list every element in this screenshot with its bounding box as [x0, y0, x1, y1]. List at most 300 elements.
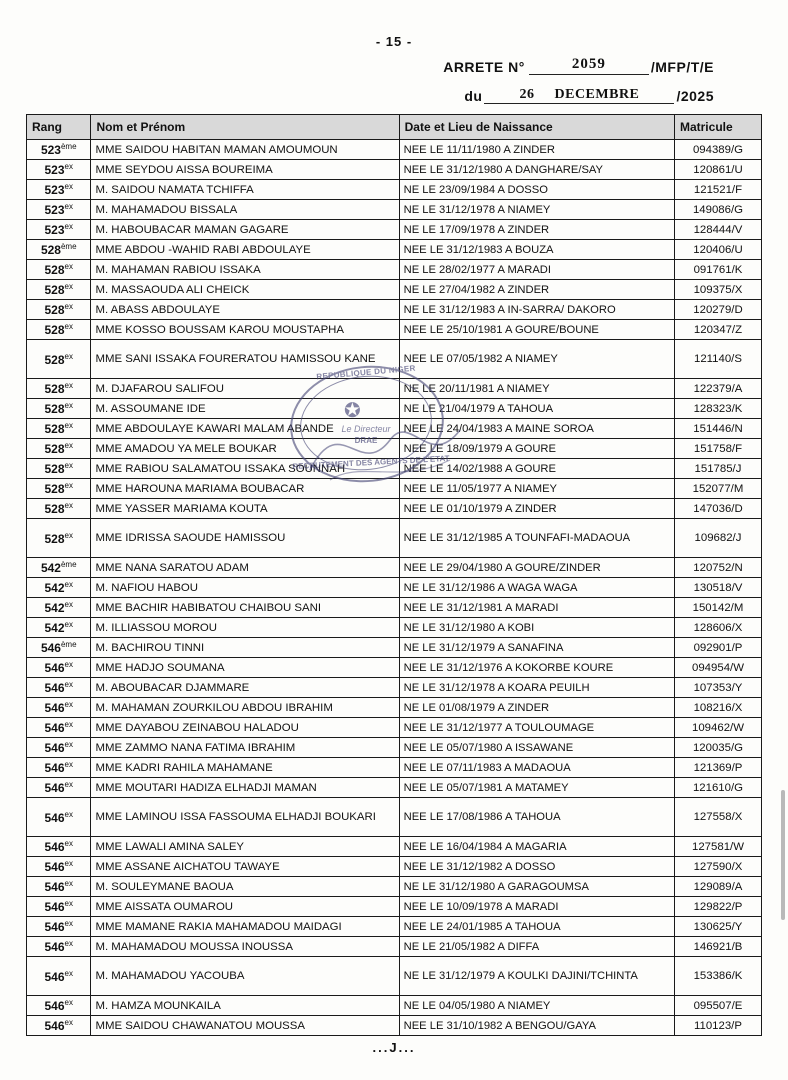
table-row [27, 598, 762, 618]
rang-suffix: ex [64, 501, 73, 510]
cell-nom: M. ABOUBACAR DJAMMARE [91, 678, 399, 698]
rang-value: 546 [44, 810, 65, 825]
cell-matricule: 091761/K [674, 260, 761, 280]
arrete-date-field [484, 87, 674, 104]
cell-rang [27, 837, 91, 857]
cell-naissance: NE LE 04/05/1980 A NIAMEY [399, 996, 674, 1016]
cell-nom: M. SOULEYMANE BAOUA [91, 877, 399, 897]
cell-naissance: NE LE 20/11/1981 A NIAMEY [399, 379, 674, 399]
cell-nom: MME BACHIR HABIBATOU CHAIBOU SANI [91, 598, 399, 618]
cell-naissance: NEE LE 17/08/1986 A TAHOUA [399, 798, 674, 837]
table-row [27, 300, 762, 320]
cell-matricule: 120035/G [674, 738, 761, 758]
cell-nom: M. MASSAOUDA ALI CHEICK [91, 280, 399, 300]
cell-naissance: NEE LE 07/05/1982 A NIAMEY [399, 340, 674, 379]
table-row [27, 698, 762, 718]
cell-nom: MME HADJO SOUMANA [91, 658, 399, 678]
cell-nom: M. NAFIOU HABOU [91, 578, 399, 598]
cell-rang [27, 1016, 91, 1036]
cell-nom: M. HAMZA MOUNKAILA [91, 996, 399, 1016]
table-row [27, 937, 762, 957]
rang-value: 546 [44, 969, 65, 984]
rang-suffix: ex [64, 1018, 73, 1027]
rang-suffix: ex [64, 859, 73, 868]
cell-nom: MME ABDOU -WAHID RABI ABDOULAYE [91, 240, 399, 260]
table-row [27, 220, 762, 240]
cell-matricule: 151785/J [674, 459, 761, 479]
roster-table [26, 114, 762, 1036]
table-row [27, 499, 762, 519]
rang-value: 546 [44, 900, 65, 914]
scrollbar-thumb[interactable] [781, 790, 785, 920]
rang-value: 523 [40, 143, 61, 157]
cell-naissance: NEE LE 24/01/1985 A TAHOUA [399, 917, 674, 937]
cell-naissance: NE LE 01/08/1979 A ZINDER [399, 698, 674, 718]
rang-value: 528 [44, 482, 65, 496]
cell-naissance: NE LE 31/12/1978 A KOARA PEUILH [399, 678, 674, 698]
cell-naissance: NEE LE 10/09/1978 A MARADI [399, 897, 674, 917]
stamp-bottom-text: RECRUTEMENT DES AGENTS DE L'ETAT [292, 453, 450, 472]
cell-naissance: NE LE 31/12/1980 A GARAGOUMSA [399, 877, 674, 897]
cell-nom: MME NANA SARATOU ADAM [91, 558, 399, 578]
cell-naissance: NE LE 31/12/1980 A KOBI [399, 618, 674, 638]
table-row [27, 340, 762, 379]
cell-rang [27, 718, 91, 738]
cell-rang [27, 419, 91, 439]
stamp-emblem-icon: ✪ [344, 400, 361, 422]
column-header-rang: Rang [27, 115, 91, 140]
cell-naissance: NEE LE 31/12/1976 A KOKORBE KOURE [399, 658, 674, 678]
table-row [27, 897, 762, 917]
table-row [27, 180, 762, 200]
table-row [27, 877, 762, 897]
cell-naissance: NEE LE 14/02/1988 A GOURE [399, 459, 674, 479]
rang-suffix: ex [64, 700, 73, 709]
table-row [27, 996, 762, 1016]
rang-suffix: ex [64, 660, 73, 669]
page-footer-continuation: ...J... [372, 1040, 416, 1055]
cell-rang [27, 160, 91, 180]
cell-nom: MME SANI ISSAKA FOURERATOU HAMISSOU KANE [91, 340, 399, 379]
rang-suffix: ex [64, 899, 73, 908]
arrete-date-year: /2025 [676, 88, 714, 104]
cell-rang [27, 857, 91, 877]
cell-rang [27, 996, 91, 1016]
cell-rang [27, 798, 91, 837]
cell-nom: MME YASSER MARIAMA KOUTA [91, 499, 399, 519]
cell-naissance: NE LE 31/12/1979 A KOULKI DAJINI/TCHINTA [399, 957, 674, 996]
cell-naissance: NE LE 17/09/1978 A ZINDER [399, 220, 674, 240]
cell-naissance: NEE LE 31/12/1977 A TOULOUMAGE [399, 718, 674, 738]
rang-value: 523 [44, 183, 65, 197]
cell-nom: M. MAHAMADOU YACOUBA [91, 957, 399, 996]
cell-matricule: 127581/W [674, 837, 761, 857]
cell-rang [27, 678, 91, 698]
cell-matricule: 121140/S [674, 340, 761, 379]
cell-nom: M. DJAFAROU SALIFOU [91, 379, 399, 399]
cell-rang [27, 479, 91, 499]
rang-value: 528 [44, 531, 65, 546]
rang-value: 528 [44, 303, 65, 317]
cell-nom: M. MAHAMAN RABIOU ISSAKA [91, 260, 399, 280]
cell-matricule: 120347/Z [674, 320, 761, 340]
cell-naissance: NEE LE 16/04/1984 A MAGARIA [399, 837, 674, 857]
cell-rang [27, 519, 91, 558]
cell-matricule: 092901/P [674, 638, 761, 658]
cell-nom: M. ILLIASSOU MOROU [91, 618, 399, 638]
stamp-mid-text: Le Directeur [341, 424, 391, 434]
cell-nom: MME DAYABOU ZEINABOU HALADOU [91, 718, 399, 738]
cell-rang [27, 877, 91, 897]
stamp-mid-text-secondary: DRAE [354, 436, 378, 445]
rang-suffix: ex [64, 530, 73, 540]
rang-value: 546 [44, 681, 65, 695]
rang-value: 528 [44, 352, 65, 367]
cell-rang [27, 499, 91, 519]
cell-nom: MME SEYDOU AISSA BOUREIMA [91, 160, 399, 180]
cell-nom: MME SAIDOU CHAWANATOU MOUSSA [91, 1016, 399, 1036]
cell-nom: M. HABOUBACAR MAMAN GAGARE [91, 220, 399, 240]
table-row [27, 738, 762, 758]
rang-value: 546 [44, 781, 65, 795]
column-header-matricule: Matricule [674, 115, 761, 140]
cell-nom: MME ABDOULAYE KAWARI MALAM ABANDE [91, 419, 399, 439]
rang-value: 546 [44, 761, 65, 775]
cell-rang [27, 578, 91, 598]
cell-naissance: NE LE 28/02/1977 A MARADI [399, 260, 674, 280]
cell-matricule: 128323/K [674, 399, 761, 419]
cell-naissance: NEE LE 18/09/1979 A GOURE [399, 439, 674, 459]
cell-nom: M. BACHIROU TINNI [91, 638, 399, 658]
cell-nom: MME AISSATA OUMAROU [91, 897, 399, 917]
cell-matricule: 151758/F [674, 439, 761, 459]
rang-suffix: ex [64, 839, 73, 848]
cell-rang [27, 698, 91, 718]
rang-value: 528 [44, 323, 65, 337]
rang-suffix: ex [64, 809, 73, 819]
table-row [27, 519, 762, 558]
cell-nom: MME SAIDOU HABITAN MAMAN AMOUMOUN [91, 140, 399, 160]
rang-suffix: ex [64, 302, 73, 311]
cell-naissance: NEE LE 11/05/1977 A NIAMEY [399, 479, 674, 499]
cell-nom: MME HAROUNA MARIAMA BOUBACAR [91, 479, 399, 499]
table-row [27, 200, 762, 220]
cell-matricule: 153386/K [674, 957, 761, 996]
cell-matricule: 150142/M [674, 598, 761, 618]
cell-matricule: 147036/D [674, 499, 761, 519]
table-row [27, 140, 762, 160]
cell-naissance: NEE LE 31/10/1982 A BENGOU/GAYA [399, 1016, 674, 1036]
arrete-number-field [529, 57, 649, 75]
table-row [27, 578, 762, 598]
rang-suffix: ex [64, 939, 73, 948]
cell-nom: MME LAMINOU ISSA FASSOUMA ELHADJI BOUKARI [91, 798, 399, 837]
rang-suffix: ex [64, 441, 73, 450]
table-row [27, 320, 762, 340]
rang-suffix: ex [64, 481, 73, 490]
table-row [27, 479, 762, 499]
cell-naissance: NEE LE 25/10/1981 A GOURE/BOUNE [399, 320, 674, 340]
arrete-number-value: 2059 [571, 56, 606, 72]
cell-rang [27, 957, 91, 996]
rang-suffix: ex [64, 322, 73, 331]
cell-matricule: 120279/D [674, 300, 761, 320]
cell-matricule: 109462/W [674, 718, 761, 738]
cell-rang [27, 459, 91, 479]
rang-value: 546 [44, 1019, 65, 1033]
cell-nom: MME ASSANE AICHATOU TAWAYE [91, 857, 399, 877]
rang-value: 523 [44, 163, 65, 177]
table-row [27, 1016, 762, 1036]
cell-rang [27, 240, 91, 260]
cell-naissance: NEE LE 11/11/1980 A ZINDER [399, 140, 674, 160]
cell-rang [27, 937, 91, 957]
table-row [27, 917, 762, 937]
table-row [27, 439, 762, 459]
cell-rang [27, 300, 91, 320]
cell-naissance: NEE LE 31/12/1980 A DANGHARE/SAY [399, 160, 674, 180]
table-row [27, 658, 762, 678]
cell-nom: M. MAHAMADOU MOUSSA INOUSSA [91, 937, 399, 957]
rang-value: 546 [44, 940, 65, 954]
arrete-date-line [26, 87, 762, 104]
cell-matricule: 121610/G [674, 778, 761, 798]
cell-matricule: 146921/B [674, 937, 761, 957]
rang-suffix: ex [64, 760, 73, 769]
rang-suffix: ex [64, 580, 73, 589]
cell-matricule: 120406/U [674, 240, 761, 260]
cell-matricule: 094389/G [674, 140, 761, 160]
rang-value: 523 [44, 223, 65, 237]
cell-naissance: NEE LE 31/12/1982 A DOSSO [399, 857, 674, 877]
cell-naissance: NEE LE 07/11/1983 A MADAOUA [399, 758, 674, 778]
table-row [27, 778, 762, 798]
roster-table-head [27, 115, 762, 140]
cell-rang [27, 897, 91, 917]
rang-value: 528 [44, 402, 65, 416]
arrete-date-month: DECEMBRE [554, 87, 640, 102]
cell-naissance: NEE LE 29/04/1980 A GOURE/ZINDER [399, 558, 674, 578]
rang-suffix: ex [64, 222, 73, 231]
cell-matricule: 107353/Y [674, 678, 761, 698]
cell-matricule: 149086/G [674, 200, 761, 220]
cell-matricule: 122379/A [674, 379, 761, 399]
rang-value: 546 [44, 721, 65, 735]
cell-rang [27, 200, 91, 220]
arrete-date-day: 26 [519, 87, 535, 102]
cell-rang [27, 638, 91, 658]
arrete-suffix: /MFP/T/E [650, 59, 714, 75]
table-row [27, 240, 762, 260]
cell-naissance: NE LE 31/12/1983 A IN-SARRA/ DAKORO [399, 300, 674, 320]
cell-rang [27, 180, 91, 200]
rang-suffix: ex [64, 998, 73, 1007]
rang-suffix: ex [64, 182, 73, 191]
cell-nom: MME IDRISSA SAOUDE HAMISSOU [91, 519, 399, 558]
rang-value: 528 [44, 382, 65, 396]
cell-naissance: NEE LE 24/04/1983 A MAINE SOROA [399, 419, 674, 439]
table-row [27, 419, 762, 439]
cell-rang [27, 598, 91, 618]
cell-nom: MME MAMANE RAKIA MAHAMADOU MAIDAGI [91, 917, 399, 937]
rang-value: 546 [44, 840, 65, 854]
cell-nom: MME KOSSO BOUSSAM KAROU MOUSTAPHA [91, 320, 399, 340]
table-row [27, 399, 762, 419]
cell-matricule: 129089/A [674, 877, 761, 897]
cell-nom: M. ABASS ABDOULAYE [91, 300, 399, 320]
cell-matricule: 130518/V [674, 578, 761, 598]
rang-value: 546 [44, 860, 65, 874]
cell-naissance: NEE LE 31/12/1985 A TOUNFAFI-MADAOUA [399, 519, 674, 558]
rang-suffix: ex [64, 620, 73, 629]
table-row [27, 618, 762, 638]
table-row [27, 758, 762, 778]
cell-matricule: 127590/X [674, 857, 761, 877]
rang-value: 528 [44, 263, 65, 277]
rang-value: 542 [44, 621, 65, 635]
page-number: - 15 - [375, 34, 413, 49]
cell-naissance: NE LE 31/12/1986 A WAGA WAGA [399, 578, 674, 598]
cell-nom: M. MAHAMADOU BISSALA [91, 200, 399, 220]
rang-value: 546 [44, 880, 65, 894]
roster-table-body [27, 140, 762, 1036]
cell-nom: MME ZAMMO NANA FATIMA IBRAHIM [91, 738, 399, 758]
arrete-label: ARRETE N° [443, 59, 525, 75]
cell-matricule: 109682/J [674, 519, 761, 558]
cell-naissance: NEE LE 05/07/1980 A ISSAWANE [399, 738, 674, 758]
rang-suffix: ex [64, 381, 73, 390]
cell-matricule: 120752/N [674, 558, 761, 578]
cell-naissance: NEE LE 01/10/1979 A ZINDER [399, 499, 674, 519]
rang-value: 546 [44, 701, 65, 715]
table-row [27, 678, 762, 698]
cell-matricule: 127558/X [674, 798, 761, 837]
cell-naissance: NEE LE 31/12/1983 A BOUZA [399, 240, 674, 260]
rang-value: 542 [44, 581, 65, 595]
rang-value: 542 [44, 601, 65, 615]
rang-suffix: ex [64, 740, 73, 749]
rang-suffix: ème [60, 242, 77, 251]
cell-matricule: 128606/X [674, 618, 761, 638]
du-label: du [464, 88, 483, 104]
stamp-top-text: REPUBLIQUE DU NIGER [316, 363, 416, 382]
cell-nom: MME KADRI RAHILA MAHAMANE [91, 758, 399, 778]
rang-value: 528 [40, 243, 61, 257]
cell-matricule: 129822/P [674, 897, 761, 917]
cell-nom: MME AMADOU YA MELE BOUKAR [91, 439, 399, 459]
cell-naissance: NE LE 23/09/1984 A DOSSO [399, 180, 674, 200]
cell-naissance: NE LE 21/05/1982 A DIFFA [399, 937, 674, 957]
cell-matricule: 128444/V [674, 220, 761, 240]
rang-suffix: ex [64, 282, 73, 291]
cell-matricule: 130625/Y [674, 917, 761, 937]
table-header-row [27, 115, 762, 140]
rang-value: 546 [44, 741, 65, 755]
cell-nom: MME RABIOU SALAMATOU ISSAKA SOUNNAH [91, 459, 399, 479]
cell-rang [27, 280, 91, 300]
rang-value: 546 [44, 920, 65, 934]
cell-rang [27, 658, 91, 678]
rang-suffix: ex [64, 968, 73, 978]
cell-naissance: NE LE 31/12/1978 A NIAMEY [399, 200, 674, 220]
cell-matricule: 151446/N [674, 419, 761, 439]
rang-value: 542 [40, 561, 61, 575]
cell-rang [27, 320, 91, 340]
rang-value: 528 [44, 283, 65, 297]
rang-suffix: ex [64, 879, 73, 888]
rang-suffix: ex [64, 421, 73, 430]
column-header-nom: Nom et Prénom [91, 115, 399, 140]
cell-matricule: 120861/U [674, 160, 761, 180]
rang-value: 528 [44, 422, 65, 436]
rang-suffix: ex [64, 780, 73, 789]
rang-value: 528 [44, 442, 65, 456]
table-row [27, 459, 762, 479]
cell-rang [27, 399, 91, 419]
table-row [27, 160, 762, 180]
rang-suffix: ex [64, 720, 73, 729]
rang-suffix: ex [64, 351, 73, 361]
table-row [27, 260, 762, 280]
rang-suffix: ex [64, 680, 73, 689]
cell-nom: MME MOUTARI HADIZA ELHADJI MAMAN [91, 778, 399, 798]
cell-rang [27, 260, 91, 280]
cell-matricule: 110123/P [674, 1016, 761, 1036]
cell-naissance: NE LE 31/12/1979 A SANAFINA [399, 638, 674, 658]
cell-rang [27, 340, 91, 379]
table-row [27, 718, 762, 738]
cell-matricule: 121369/P [674, 758, 761, 778]
rang-value: 546 [44, 999, 65, 1013]
cell-rang [27, 758, 91, 778]
table-row [27, 837, 762, 857]
cell-matricule: 095507/E [674, 996, 761, 1016]
cell-naissance: NEE LE 31/12/1981 A MARADI [399, 598, 674, 618]
cell-rang [27, 439, 91, 459]
cell-naissance: NE LE 27/04/1982 A ZINDER [399, 280, 674, 300]
rang-suffix: ex [64, 461, 73, 470]
rang-value: 523 [44, 203, 65, 217]
rang-suffix: ème [60, 560, 77, 569]
cell-matricule: 094954/W [674, 658, 761, 678]
cell-rang [27, 917, 91, 937]
cell-rang [27, 618, 91, 638]
cell-rang [27, 379, 91, 399]
cell-rang [27, 140, 91, 160]
cell-naissance: NE LE 21/04/1979 A TAHOUA [399, 399, 674, 419]
cell-nom: M. SAIDOU NAMATA TCHIFFA [91, 180, 399, 200]
cell-matricule: 108216/X [674, 698, 761, 718]
cell-rang [27, 220, 91, 240]
cell-matricule: 109375/X [674, 280, 761, 300]
cell-matricule: 121521/F [674, 180, 761, 200]
cell-nom: MME LAWALI AMINA SALEY [91, 837, 399, 857]
rang-value: 546 [44, 661, 65, 675]
cell-rang [27, 738, 91, 758]
rang-suffix: ex [64, 162, 73, 171]
rang-suffix: ex [64, 600, 73, 609]
rang-suffix: ex [64, 202, 73, 211]
rang-value: 546 [40, 641, 61, 655]
rang-value: 528 [44, 502, 65, 516]
cell-nom: M. ASSOUMANE IDE [91, 399, 399, 419]
arrete-reference-line [26, 57, 762, 75]
rang-suffix: ex [64, 919, 73, 928]
table-row [27, 638, 762, 658]
cell-rang [27, 778, 91, 798]
rang-suffix: ex [64, 401, 73, 410]
rang-suffix: ème [60, 142, 77, 151]
